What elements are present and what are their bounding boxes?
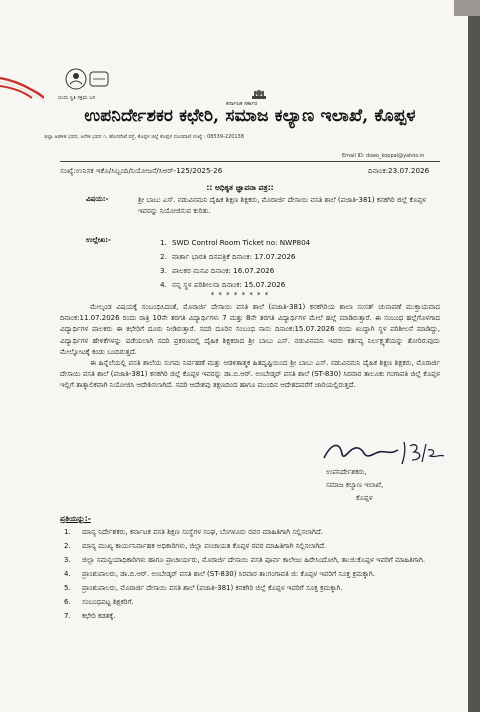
signatory-designation: ಉಪನಿರ್ದೇಶಕರು, bbox=[326, 468, 367, 476]
reference-number: ಸಂಖ್ಯೆ:ಉನಿಸಕ ಇಕೊ/ಸಿಬ್ಬಂದಿ/ನಿಯೋಜನೆ/ಸಿಆರ್-125/2025-26 bbox=[60, 166, 223, 175]
reference-item: 4. ನನ್ನ ಸ್ಥಳ ಪರಿಶೀಲನಾ ದಿನಾಂಕ: 15.07.2026 bbox=[160, 280, 286, 289]
copies-list bbox=[64, 527, 442, 625]
page-corner bbox=[454, 0, 480, 16]
reference-item: 3. ಪಾಲಕರ ಮನವಿ ದಿನಾಂಕ: 16.07.2026 bbox=[160, 266, 275, 275]
subject-text: ಶ್ರೀ ಬಾಬು ಎಸ್. ನಡುವಿನಮನಿ ದೈಹಿಕ ಶಿಕ್ಷಣ ಶಿಕ್ಷಕರು, ಮೊರಾರ್ಜಿ ದೇಸಾಯಿ ವಸತಿ ಶಾಲೆ (ಪಜಾತಿ-381) ಕನಕಗಿರಿ ಜಿಲ್ಲೆ ಕೊಪ್ಪಳ ಇವರನ್ನು ನಿಯೋಜಿಸುವ ಕುರಿತು. bbox=[138, 196, 427, 215]
signatory-department: ಸಮಾಜ ಕಲ್ಯಾಣ ಇಲಾಖೆ, bbox=[326, 481, 384, 489]
body-text bbox=[60, 302, 440, 392]
page-edge-shadow bbox=[468, 0, 480, 712]
office-title: ಉಪನಿರ್ದೇಶಕರ ಕಛೇರಿ, ಸಮಾಜ ಕಲ್ಯಾಣ ಇಲಾಖೆ, ಕೊಪ್ಪಳ bbox=[84, 106, 416, 126]
department-logo-icon bbox=[62, 64, 112, 94]
header-divider bbox=[60, 161, 440, 162]
copy-item: 6. ಸಂಬಂಧಪಟ್ಟ ಶಿಕ್ಷಕರಿಗೆ. bbox=[64, 598, 134, 606]
state-emblem-icon bbox=[250, 88, 268, 100]
copy-item: 4. ಪ್ರಾಂಶುಪಾಲರು, ಡಾ.ಬಿ.ಆರ್. ಅಂಬೇಡ್ಕರ್ ವಸತಿ ಶಾಲೆ (ST-830) ಸಿರವಾರ ತಾ:ಗಂಗಾವತಿ ಜಿ: ಕೊಪ್ಪಳ ಇವರಿಗೆ ಸೂಕ್ತ ಕ್ರಮಕ್ಕಾಗಿ. bbox=[64, 570, 375, 578]
copy-item: 1. ಮಾನ್ಯ ನಿರ್ದೇಶಕರು, ಕರ್ನಾಟಕ ವಸತಿ ಶಿಕ್ಷಣ ಸಂಸ್ಥೆಗಳ ಸಂಘ, ಬೆಂಗಳೂರು ರವರ ಮಾಹಿತಿಗಾಗಿ ಸಲ್ಲಿಸಲಾಗಿದೆ. bbox=[64, 528, 323, 536]
body-paragraph: ಮೇಲ್ಕಂಡ ವಿಷಯಕ್ಕೆ ಸಂಬಂಧಿಸಿದಂತೆ, ಮೊರಾರ್ಜಿ ದೇಸಾಯಿ ವಸತಿ ಶಾಲೆ (ಪಜಾತಿ-381) ಕನಕಗಿರಿಯ ಶಾಲಾ ಸಂಸತ್ ಚುನಾವಣೆ ಮುಕ್ತಾಯವಾದ ದಿನಾಂಕ:11.07.2026 ರಂದು ರಾತ್ರಿ 10ನೇ ತರಗತಿ ವಿದ್ಯಾರ್ಥಿಗಳು 7 ಮತ್ತು 8ನೇ ತರಗತಿ ವಿದ್ಯಾರ್ಥಿಗಳ ಮೇಲೆ ಹಲ್ಲೆ ಮಾಡಿರುತ್ತಾರೆ. ಈ ಸಂಬಂಧ ಹಲ್ಲೆಗೊಳಗಾದ ವಿದ್ಯಾರ್ಥಿಗಳ ಪಾಲಕರು ಈ ಕಛೇರಿಗೆ ದೂರು ನೀಡಿರುತ್ತಾರೆ. ಸದರಿ ದೂರಿನ ಸಂಬಂಧ ನಾನು ದಿನಾಂಕ:15.07.2026 ರಂದು ಖುದ್ದಾಗಿ ಸ್ಥಳ ಪರಿಶೀಲನೆ ಮಾಡಿದ್ದು, ವಿದ್ಯಾರ್ಥಿಗಳ ಹೇಳಿಕೆಗಳನ್ನು ಪಡೆಯಲಾಗಿ ಸದರಿ ಪ್ರಕರಣದಲ್ಲಿ ದೈಹಿಕ ಶಿಕ್ಷಕರಾದ ಶ್ರೀ ಬಾಬು ಎಸ್. ನಡುವಿನಮನಿ ಇವರು ಕರ್ತವ್ಯ ನಿರ್ಲಕ್ಷ್ಯತೆಯನ್ನು ತೋರಿರುವುದು ಮೇಲ್ನೋಟಕ್ಕೆ ಕಂಡು ಬಂದಿರುತ್ತದೆ. bbox=[60, 303, 440, 356]
reference-item: 1. SWD Control Room Ticket no: NWP804 bbox=[160, 238, 311, 247]
handwritten-signature bbox=[318, 436, 448, 468]
government-label: ಕರ್ನಾಟಕ ಸರ್ಕಾರ bbox=[226, 101, 258, 107]
references-label: ಉಲ್ಲೇಖ:- bbox=[86, 236, 111, 244]
copy-item: 2. ಮಾನ್ಯ ಮುಖ್ಯ ಕಾರ್ಯನಿರ್ವಾಹಕ ಅಧಿಕಾರಿಗಳು, ಜಿಲ್ಲಾ ಪಂಚಾಯತ ಕೊಪ್ಪಳ ರವರ ಮಾಹಿತಿಗಾಗಿ ಸಲ್ಲಿಸಲಾಗಿದೆ. bbox=[64, 542, 327, 550]
references-list bbox=[160, 236, 311, 292]
body-paragraph: ಈ ಹಿನ್ನೆಲೆಯಲ್ಲಿ ವಸತಿ ಶಾಲೆಯ ಸುಗಮ ನಿರ್ವಹಣೆ ಮತ್ತು ಆಡಳಿತಾತ್ಮಕ ಹಿತದೃಷ್ಟಿಯಿಂದ ಶ್ರೀ ಬಾಬು ಎಸ್. ನಡುವಿನಮನಿ ದೈಹಿಕ ಶಿಕ್ಷಣ ಶಿಕ್ಷಕರು, ಮೊರಾರ್ಜಿ ದೇಸಾಯಿ ವಸತಿ ಶಾಲೆ (ಪಜಾತಿ-381) ಕನಕಗಿರಿ ಜಿಲ್ಲೆ ಕೊಪ್ಪಳ ಇವರನ್ನು ಡಾ.ಬಿ.ಆರ್. ಅಂಬೇಡ್ಕರ್ ವಸತಿ ಶಾಲೆ (ST-830) ಸಿರವಾರ ತಾಲೂಕು ಗಂಗಾವತಿ ಜಿಲ್ಲೆ ಕೊಪ್ಪಳ ಇಲ್ಲಿಗೆ ತಾತ್ಕಾಲಿಕವಾಗಿ ನಿಯೋಜಿಸಿ ಆದೇಶಿಸಲಾಗಿದೆ. ಸದರಿ ಆದೇಶವು ತಕ್ಷಣದಿಂದ ಹಾಗೂ ಮುಂದಿನ ಆದೇಶದವರೆಗೆ ಜಾರಿಯಲ್ಲಿರುತ್ತದೆ. bbox=[60, 359, 440, 390]
subject-label: ವಿಷಯ:- bbox=[86, 195, 109, 203]
office-email: Email ID: dswo_koppal@yahoo.in bbox=[342, 153, 425, 159]
memo-title: :: ಅಧಿಕೃತ ಜ್ಞಾಪನಾ ಪತ್ರ:: bbox=[206, 183, 274, 192]
copy-item: 7. ಕಛೇರಿ ಕಡತಕ್ಕೆ. bbox=[64, 612, 116, 620]
reference-item: 2. ವಾರ್ತಾ ಭಾರತಿ ದಿನಪತ್ರಿಕೆ ದಿನಾಂಕ: 17.07.2026 bbox=[160, 252, 296, 261]
red-thread-tag bbox=[0, 62, 44, 118]
copy-item: 5. ಪ್ರಾಂಶುಪಾಲರು, ಮೊರಾರ್ಜಿ ದೇಸಾಯಿ ವಸತಿ ಶಾಲೆ (ಪಜಾತಿ-381) ಕನಕಗಿರಿ ಜಿಲ್ಲೆ ಕೊಪ್ಪಳ ಇವರಿಗೆ ಸೂಕ್ತ ಕ್ರಮಕ್ಕಾಗಿ. bbox=[64, 584, 343, 592]
reference-date: ದಿನಾಂಕ:23.07.2026 bbox=[368, 166, 430, 175]
copy-item: 3. ಜಿಲ್ಲಾ ಸಮನ್ವಯಾಧಿಕಾರಿಗಳು ಹಾಗೂ ಪ್ರಾಚಾರ್ಯರು, ಮೊರಾರ್ಜಿ ದೇಸಾಯಿ ವಸತಿ ಪೂರ್ವ ಕಾಲೇಜು ಹಿರೇಸಿಂದೋಗಿ, ತಾ:ಜಿ:ಕೊಪ್ಪಳ ಇವರಿಗೆ ಮಾಹಿತಿಗಾಗಿ. bbox=[64, 556, 426, 564]
signatory-place: ಕೊಪ್ಪಳ bbox=[356, 494, 373, 502]
office-address: ಜಿಲ್ಲಾ ಆಡಳಿತ ಭವನ, ಅನೇಕ ಭವನ ೧, ಹೊಸಪೇಟೆ ರಸ್ತೆ, ಕೊಪ್ಪಳ ಜಿಲ್ಲೆ ಕೊಪ್ಪಳ ದೂರವಾಣಿ ಸಂಖ್ಯೆ : 08539-220138 bbox=[44, 134, 244, 140]
logo-motto: ಬಿಂದು ಸ್ಥಿತಿ ಸಕ್ಷಮ ಜನ bbox=[58, 95, 96, 101]
separator-stars: * * * * * * * * bbox=[210, 291, 270, 299]
copies-title: ಪ್ರತಿಯನ್ನು:- bbox=[60, 514, 91, 523]
